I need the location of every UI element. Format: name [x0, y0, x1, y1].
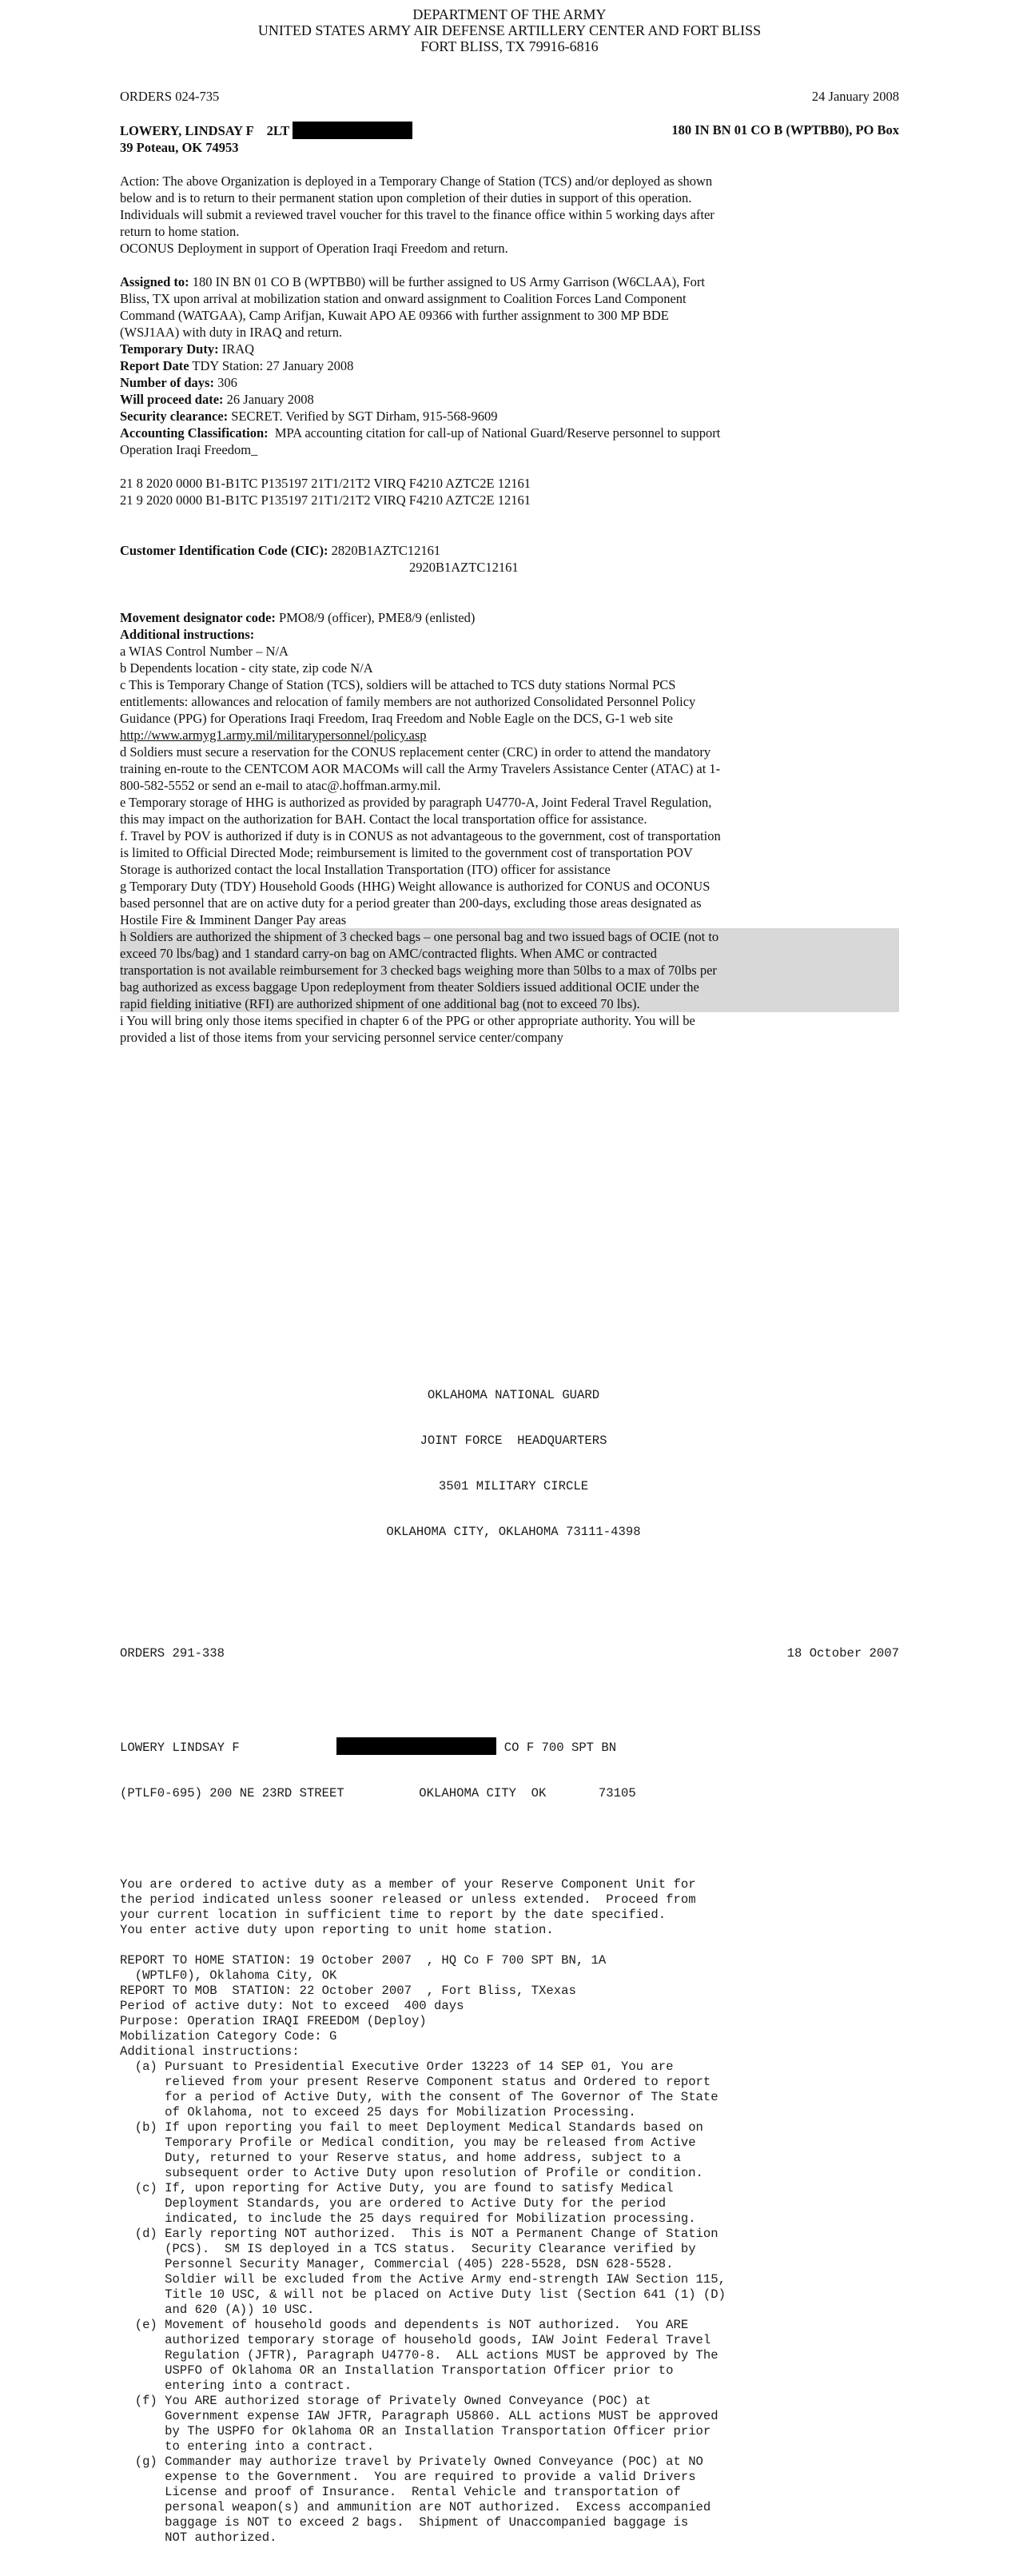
order2-body-line: Soldier will be excluded from the Active Army end-strength IAW Section 115, [120, 2272, 726, 2287]
field-accounting-classification: Accounting Classification: MPA accounting citation for call-up of National Guard/Reserve personnel to support [120, 425, 721, 441]
field-will-proceed-date: Will proceed date: 26 January 2008 [120, 392, 314, 407]
movement-label: Movement designator code: [120, 610, 276, 625]
order2-body-line: Period of active duty: Not to exceed 400 days [120, 1999, 464, 2013]
instruction-i [120, 1012, 899, 1046]
cic-value-1: 2820B1AZTC12161 [328, 543, 441, 558]
action-line: below and is to return to their permanent station upon completion of their duties in support of this operation. [120, 190, 692, 205]
order1-action-block [120, 173, 899, 257]
order2-body-line: authorized temporary storage of household goods, IAW Joint Federal Travel [120, 2333, 711, 2347]
order2-body-line: NOT authorized. [120, 2530, 277, 2545]
instruction-line: 800-582-5552 or send an e-mail to atac@.hoffman.army.mil. [120, 778, 441, 793]
instruction-line: g Temporary Duty (TDY) Household Goods (HHG) Weight allowance is authorized for CONUS and OCONUS [120, 879, 711, 894]
order2-body-line: subsequent order to Active Duty upon resolution of Profile or condition. [120, 2166, 703, 2180]
instruction-h-line: transportation is not available reimbursement for 3 checked bags weighing more than 50lbs to a max of 70lbs per [120, 963, 717, 978]
order2-body [120, 1877, 907, 2546]
instruction-line: e Temporary storage of HHG is authorized as provided by paragraph U4770-A, Joint Federal Travel Regulation, [120, 795, 712, 810]
order2-body-line: (f) You ARE authorized storage of Privately Owned Conveyance (POC) at [120, 2394, 651, 2408]
assigned-line-4: (WSJ1AA) with duty in IRAQ and return. [120, 325, 343, 340]
order2-body-line: by The USPFO for Oklahoma OR an Installation Transportation Officer prior [120, 2424, 711, 2438]
order2-name: LOWERY LINDSAY F [120, 1741, 240, 1755]
accounting-codes [120, 475, 899, 508]
instruction-line: d Soldiers must secure a reservation for the CONUS replacement center (CRC) in order to attend the mandatory [120, 744, 711, 760]
accounting-code-1: 21 8 2020 0000 B1-B1TC P135197 21T1/21T2 VIRQ F4210 AZTC2E 12161 [120, 476, 531, 491]
order1-unit: 180 IN BN 01 CO B (WPTBB0), PO Box [671, 122, 899, 138]
cic-block [120, 542, 899, 576]
order2-letterhead-line-2: JOINT FORCE HEADQUARTERS [420, 1434, 607, 1448]
order2-body-line: (g) Commander may authorize travel by Privately Owned Conveyance (POC) at NO [120, 2454, 703, 2469]
order2-body-line: your current location in sufficient time to report by the date specified. [120, 1908, 667, 1922]
order-024-735 [120, 6, 899, 1046]
order1-name-rank: LOWERY, LINDSAY F 2LT [120, 123, 290, 138]
instruction-h-line: h Soldiers are authorized the shipment of 3 checked bags – one personal bag and two issued bags of OCIE (not to [120, 929, 719, 944]
field-security-clearance: Security clearance: SECRET. Verified by SGT Dirham, 915-568-9609 [120, 409, 498, 424]
order2-body-line: and 620 (A)) 10 USC. [120, 2303, 315, 2317]
instruction-line: training en-route to the CENTCOM AOR MACOMs will call the Army Travelers Assistance Center (ATAC) at 1- [120, 761, 721, 776]
redaction-bar [336, 1737, 496, 1755]
instruction-line: a WIAS Control Number – N/A [120, 644, 289, 659]
instruction-i-line: i You will bring only those items specified in chapter 6 of the PPG or other appropriate authority. You will be [120, 1013, 695, 1028]
order2-body-line: relieved from your present Reserve Component status and Ordered to report [120, 2075, 711, 2089]
order2-body-line: indicated, to include the 25 days required for Mobilization processing. [120, 2211, 696, 2226]
order-291-338 [120, 1327, 907, 2576]
movement-value: PMO8/9 (officer), PME8/9 (enlisted) [275, 610, 476, 625]
instruction-h-line: bag authorized as excess baggage Upon redeployment from theater Soldiers issued additional OCIE under the [120, 979, 699, 995]
instruction-line: based personnel that are on active duty for a period greater than 200-days, excluding those areas designated as [120, 895, 702, 911]
instruction-line: entitlements: allowances and relocation of family members are not authorized Consolidated Personnel Policy [120, 694, 696, 709]
order1-letterhead [120, 6, 899, 54]
order2-body-line: Personnel Security Manager, Commercial (405) 228-5528, DSN 628-5528. [120, 2257, 674, 2271]
instruction-h-line: rapid fielding initiative (RFI) are authorized shipment of one additional bag (not to exceed 70 lbs). [120, 996, 640, 1011]
order2-body-line [120, 1938, 907, 1953]
order2-body-line: Title 10 USC, & will not be placed on Active Duty list (Section 641 (1) (D) [120, 2287, 726, 2302]
instruction-h-line: exceed 70 lbs/bag) and 1 standard carry-on bag on AMC/contracted flights. When AMC or contracted [120, 946, 657, 961]
order2-letterhead-line-4: OKLAHOMA CITY, OKLAHOMA 73111-4398 [386, 1525, 641, 1539]
instruction-line: c This is Temporary Change of Station (TCS), soldiers will be attached to TCS duty stations Normal PCS [120, 677, 676, 692]
order2-body-line: (e) Movement of household goods and dependents is NOT authorized. You ARE [120, 2318, 689, 2332]
order2-letterhead-line-3: 3501 MILITARY CIRCLE [438, 1479, 589, 1493]
order2-number: ORDERS 291-338 [120, 1646, 225, 1661]
instruction-h-highlighted [120, 928, 899, 1012]
field-temporary-duty: Temporary Duty: IRAQ [120, 341, 255, 357]
order2-body-line: Additional instructions: [120, 2044, 300, 2059]
field-report-date: Report Date TDY Station: 27 January 2008 [120, 358, 354, 373]
order2-body-line: of Oklahoma, not to exceed 25 days for Mobilization Processing. [120, 2105, 636, 2119]
order2-body-line: Temporary Profile or Medical condition, you may be released from Active [120, 2135, 696, 2150]
action-line: Action: The above Organization is deployed in a Temporary Change of Station (TCS) and/or deployed as shown [120, 173, 713, 189]
order2-body-line: (d) Early reporting NOT authorized. This is NOT a Permanent Change of Station [120, 2227, 718, 2241]
letterhead-line-2: UNITED STATES ARMY AIR DEFENSE ARTILLERY CENTER AND FORT BLISS [257, 22, 762, 38]
instructions-d-g [120, 744, 899, 928]
order1-date: 24 January 2008 [811, 89, 899, 104]
cic-value-2: 2920B1AZTC12161 [409, 560, 519, 575]
action-line: OCONUS Deployment in support of Operation Iraqi Freedom and return. [120, 241, 508, 256]
assigned-line-1: 180 IN BN 01 CO B (WPTBB0) will be further assigned to US Army Garrison (W6CLAA), Fort [189, 274, 705, 289]
order2-body-line: Deployment Standards, you are ordered to Active Duty for the period [120, 2196, 667, 2211]
order2-body-line: USPFO of Oklahoma OR an Installation Transportation Officer prior to [120, 2363, 674, 2378]
instruction-line: Storage is authorized contact the local Installation Transportation (ITO) officer for assistance [120, 862, 611, 877]
order1-number-date-row [120, 88, 899, 105]
instruction-line: this may impact on the authorization for BAH. Contact the local transportation office for assistance. [120, 811, 647, 827]
order1-number: ORDERS 024-735 [120, 89, 220, 104]
order1-addressee-row [120, 122, 899, 139]
order2-letterhead-line-1: OKLAHOMA NATIONAL GUARD [427, 1388, 600, 1402]
order2-body-line: You are ordered to active duty as a member of your Reserve Component Unit for [120, 1877, 696, 1892]
cic-label: Customer Identification Code (CIC): [120, 543, 328, 558]
order2-body-line: You enter active duty upon reporting to unit home station. [120, 1923, 554, 1937]
order2-body-line: (c) If, upon reporting for Active Duty, you are found to satisfy Medical [120, 2181, 674, 2195]
order2-body-line: for a period of Active Duty, with the consent of The Governor of The State [120, 2090, 718, 2104]
assigned-line-2: Bliss, TX upon arrival at mobilization station and onward assignment to Coalition Forces Land Component [120, 291, 687, 306]
order2-body-line: (b) If upon reporting you fail to meet Deployment Medical Standards based on [120, 2120, 703, 2135]
action-line: Individuals will submit a reviewed travel voucher for this travel to the finance office within 5 working days after [120, 207, 714, 222]
order2-number-date-row [120, 1646, 907, 1661]
order2-body-line: Mobilization Category Code: G [120, 2029, 337, 2044]
order2-body-line: (a) Pursuant to Presidential Executive Order 13223 of 14 SEP 01, You are [120, 2060, 674, 2074]
order2-address: (PTLF0-695) 200 NE 23RD STREET OKLAHOMA CITY OK 73105 [120, 1786, 636, 1800]
order2-letterhead [120, 1358, 907, 1570]
order1-assigned-block [120, 273, 899, 341]
field-number-of-days: Number of days: 306 [120, 375, 237, 390]
instruction-i-line: provided a list of those items from your servicing personnel service center/company [120, 1030, 563, 1045]
instruction-line: f. Travel by POV is authorized if duty is in CONUS as not advantageous to the government, cost of transportation [120, 828, 721, 843]
instruction-line: is limited to Official Directed Mode; reimbursement is limited to the government cost of transportation POV [120, 845, 693, 860]
additional-instructions-label: Additional instructions: [120, 627, 255, 642]
letterhead-line-3: FORT BLISS, TX 79916-6816 [420, 38, 599, 54]
instruction-line: Guidance (PPG) for Operations Iraqi Freedom, Iraq Freedom and Noble Eagle on the DCS, G-1 web site [120, 711, 673, 726]
order2-unit: CO F 700 SPT BN [504, 1741, 617, 1755]
order2-body-line: expense to the Government. You are required to provide a valid Drivers [120, 2470, 696, 2484]
movement-block [120, 609, 899, 1046]
order2-body-line: Regulation (JFTR), Paragraph U4770-8. ALL actions MUST be approved by The [120, 2348, 718, 2363]
order2-body-line: personal weapon(s) and ammunition are NOT authorized. Excess accompanied [120, 2500, 711, 2514]
policy-website-link[interactable]: http://www.armyg1.army.mil/militarypersonnel/policy.asp [120, 728, 427, 743]
redaction-bar [293, 122, 412, 139]
order2-body-line: the period indicated unless sooner released or unless extended. Proceed from [120, 1892, 696, 1907]
action-line: return to home station. [120, 224, 240, 239]
order2-body-line: to entering into a contract. [120, 2439, 375, 2454]
order2-body-line: REPORT TO HOME STATION: 19 October 2007 , HQ Co F 700 SPT BN, 1A [120, 1953, 607, 1968]
instruction-line: b Dependents location - city state, zip code N/A [120, 660, 373, 676]
order2-body-line: Government expense IAW JFTR, Paragraph U5860. ALL actions MUST be approved [120, 2409, 718, 2423]
order1-address: 39 Poteau, OK 74953 [120, 140, 239, 155]
order2-body-line: Purpose: Operation IRAQI FREEDOM (Deploy) [120, 2014, 427, 2028]
order2-body-line: License and proof of Insurance. Rental Vehicle and transportation of [120, 2485, 681, 2499]
accounting-line-2: Operation Iraqi Freedom_ [120, 442, 258, 457]
instructions-a-c [120, 643, 899, 727]
order2-body-line: Duty, returned to your Reserve status, and home address, subject to a [120, 2151, 681, 2165]
order2-body-line: REPORT TO MOB STATION: 22 October 2007 , Fort Bliss, TXexas [120, 1984, 576, 1998]
order2-body-line: entering into a contract. [120, 2379, 352, 2393]
order1-fields [120, 341, 899, 458]
order2-body-line: (PCS). SM IS deployed in a TCS status. Security Clearance verified by [120, 2242, 696, 2256]
letterhead-line-1: DEPARTMENT OF THE ARMY [412, 6, 607, 22]
order2-addressee-row [120, 1737, 907, 1756]
order2-body-line: baggage is NOT to exceed 2 bags. Shipment of Unaccompanied baggage is [120, 2515, 689, 2530]
assigned-label: Assigned to: [120, 274, 189, 289]
assigned-line-3: Command (WATGAA), Camp Arifjan, Kuwait APO AE 09366 with further assignment to 300 MP BDE [120, 308, 669, 323]
order2-date: 18 October 2007 [786, 1646, 899, 1661]
accounting-code-2: 21 9 2020 0000 B1-B1TC P135197 21T1/21T2 VIRQ F4210 AZTC2E 12161 [120, 492, 531, 508]
instruction-line: Hostile Fire & Imminent Danger Pay areas [120, 912, 347, 927]
order2-body-line: (WPTLF0), Oklahoma City, OK [120, 1968, 337, 1983]
